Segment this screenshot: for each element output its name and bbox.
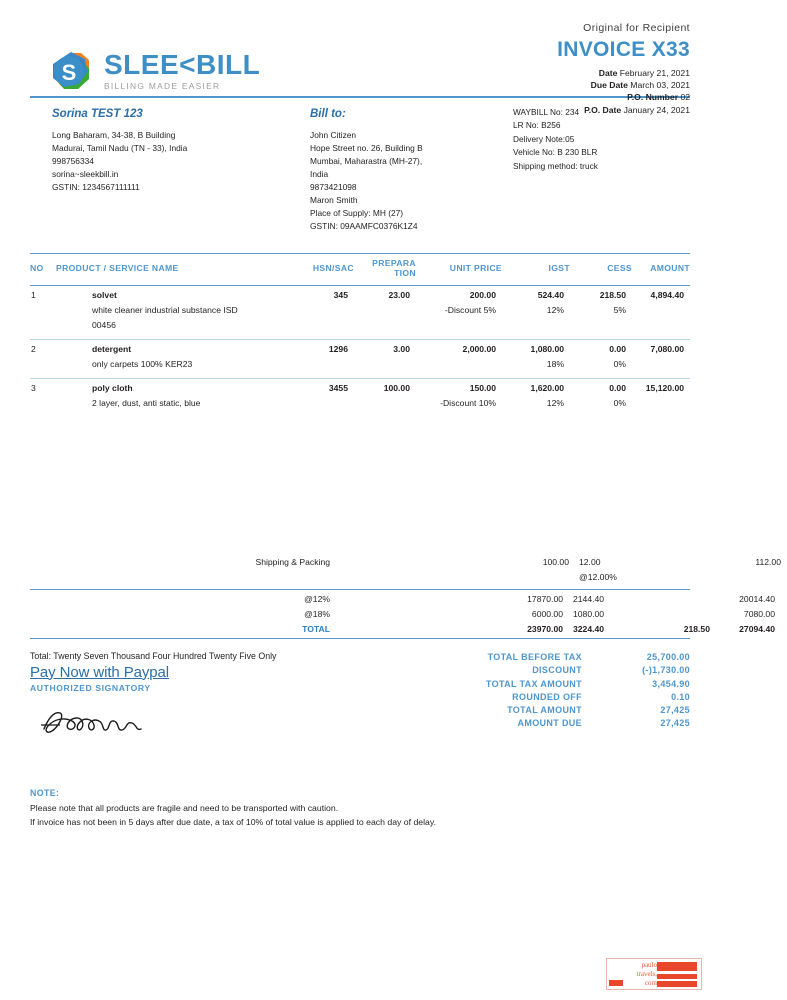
brand-tagline: BILLING MADE EASIER (104, 81, 221, 92)
row-spacer (632, 301, 690, 316)
note-line: Please note that all products are fragile and need to be transported with caution. (30, 802, 339, 813)
note-section (30, 788, 690, 829)
tax-cess (647, 605, 716, 620)
row-amount: 7,080.00 (650, 343, 684, 354)
buyer-gstin: GSTIN: 09AAMFC0376K1Z4 (310, 220, 418, 231)
seller-line: sorina~sleekbill.in (52, 168, 119, 179)
invoice-meta-list (370, 67, 690, 116)
invoice-title: INVOICE X33 (557, 38, 690, 61)
total-cess: 218.50 (683, 623, 710, 634)
row-spacer (653, 553, 722, 568)
row-spacer (292, 355, 354, 374)
tax-row-total: 20014.40 (739, 593, 775, 604)
tax-summary-row (30, 605, 781, 620)
row-spacer (482, 568, 575, 583)
summary-row-total-before-tax (425, 651, 690, 664)
pay-now-paypal-link[interactable]: Pay Now with Paypal (30, 663, 169, 681)
row-igst-rate: 12% (546, 397, 564, 408)
row-cess: 218.50 (599, 289, 626, 300)
meta-po-date: P.O. Date January 24, 2021 (584, 104, 690, 115)
seller-name: Sorina TEST 123 (52, 108, 143, 120)
items-blank-space (30, 413, 690, 553)
row-prep: 23.00 (388, 289, 410, 300)
shipping-info-block (495, 106, 690, 233)
summary-row-amount-due (425, 717, 690, 730)
row-spacer (30, 553, 58, 568)
row-igst: 524.40 (537, 289, 564, 300)
row-cess: 0.00 (609, 382, 626, 393)
buyer-line: Maron Smith (310, 194, 358, 205)
watermark-line-1: paulo (641, 961, 657, 969)
row-hsn: 1296 (328, 343, 348, 354)
summary-table (425, 651, 690, 730)
watermark-bar (657, 962, 697, 971)
row-cess: 0.00 (609, 343, 626, 354)
row-description: 2 layer, dust, anti static, blue (92, 397, 201, 408)
row-name: solvet (92, 289, 117, 300)
authorized-signatory-label: AUTHORIZED SIGNATORY (30, 682, 151, 693)
note-title: NOTE: (30, 787, 60, 798)
row-igst-rate: 18% (546, 358, 564, 369)
row-description: only carpets 100% KER23 (92, 358, 193, 369)
row-spacer (354, 316, 416, 335)
row-hsn: 345 (333, 289, 348, 300)
table-row (30, 285, 690, 301)
tax-summary-table (30, 590, 781, 638)
footer-right (425, 651, 690, 744)
row-description-2: 00456 (92, 319, 116, 330)
buyer-line: 9873421098 (310, 181, 357, 192)
summary-label: TOTAL AMOUNT (507, 705, 582, 716)
col-product: PRODUCT / SERVICE NAME (56, 262, 179, 273)
row-cess-rate: 0% (613, 358, 626, 369)
row-spacer (344, 568, 413, 583)
brand-logo (48, 48, 260, 94)
tax-amount: 1080.00 (573, 608, 605, 619)
tax-amount: 2144.40 (573, 593, 605, 604)
row-spacer (30, 394, 56, 413)
summary-value: 25,700.00 (646, 652, 690, 663)
table-row-detail2 (30, 316, 690, 335)
shipping-packing-table (30, 553, 787, 583)
shipping-packing-row (30, 553, 787, 568)
col-amount: AMOUNT (650, 262, 690, 273)
row-spacer (407, 590, 476, 605)
delivery-note: Delivery Note:05 (513, 133, 575, 144)
brand-wordmark (104, 51, 260, 90)
col-preparation: PREPARA TION (372, 257, 416, 278)
row-unit-price: 150.00 (469, 382, 496, 393)
meta-due-date: Due Date March 03, 2021 (590, 80, 690, 91)
row-amount: 15,120.00 (645, 382, 684, 393)
meta-po-number: P.O. Number 02 (627, 92, 690, 103)
shipping-packing-label: Shipping & Packing (255, 556, 330, 567)
table-row (30, 339, 690, 355)
row-unit-price: 200.00 (469, 289, 496, 300)
summary-label: DISCOUNT (532, 665, 582, 676)
seller-gstin: GSTIN: 1234567111111 (52, 181, 140, 192)
row-spacer (30, 605, 58, 620)
row-spacer (416, 316, 502, 335)
summary-value: 3,454.90 (652, 678, 690, 689)
table-row-detail (30, 355, 690, 374)
row-spacer (570, 316, 632, 335)
row-spacer (413, 553, 482, 568)
paulo-travels-watermark (606, 958, 702, 990)
tax-summary-total-row (30, 620, 781, 638)
footer-left (30, 651, 410, 744)
row-spacer (632, 394, 690, 413)
tax-taxable-value: 6000.00 (531, 608, 563, 619)
summary-row-total-amount (425, 703, 690, 716)
tax-row-total: 7080.00 (743, 608, 775, 619)
col-no: NO (30, 262, 44, 273)
original-for-recipient: Original for Recipient (583, 22, 690, 34)
summary-label: TOTAL BEFORE TAX (487, 652, 582, 663)
row-spacer (30, 355, 56, 374)
summary-label: AMOUNT DUE (517, 718, 582, 729)
table-header-row (30, 254, 690, 285)
row-igst: 1,620.00 (530, 382, 564, 393)
row-spacer (653, 568, 722, 583)
note-line: If invoice has not been in 5 days after due date, a tax of 10% of total value is applied to each day of delay. (30, 816, 437, 827)
row-name: detergent (92, 343, 132, 354)
row-amount: 4,894.40 (650, 289, 684, 300)
watermark-text (611, 961, 657, 988)
shipping-packing-amount: 100.00 (542, 556, 569, 567)
row-spacer (30, 301, 56, 316)
row-spacer (632, 355, 690, 374)
row-spacer (722, 568, 787, 583)
row-spacer (354, 355, 416, 374)
row-spacer (354, 394, 416, 413)
seller-line: 998756334 (52, 155, 94, 166)
signature-image (38, 705, 410, 744)
row-spacer (354, 301, 416, 316)
col-igst: IGST (548, 262, 570, 273)
summary-label: TOTAL TAX AMOUNT (485, 678, 582, 689)
shipping-method: Shipping method: truck (513, 160, 598, 171)
watermark-bar (657, 981, 697, 987)
sleekbill-hexagon-s-icon (48, 48, 94, 94)
summary-value: 27,425 (660, 718, 690, 729)
row-spacer (407, 620, 476, 638)
summary-row-total-tax (425, 677, 690, 690)
summary-label: ROUNDED OFF (512, 691, 582, 702)
summary-row-discount (425, 664, 690, 677)
row-spacer (30, 590, 58, 605)
row-spacer (413, 568, 482, 583)
table-row-detail (30, 394, 690, 413)
row-no: 2 (31, 343, 36, 354)
shipping-packing-total: 112.00 (755, 556, 781, 567)
lr-no: LR No: B256 (513, 120, 561, 131)
shipping-packing-tax-rate: @12.00% (579, 571, 617, 582)
row-spacer (338, 620, 407, 638)
invoice-meta-block (370, 22, 690, 116)
shipping-packing-rate-row (30, 568, 787, 583)
footer-section (30, 639, 690, 744)
bill-to-label: Bill to: (310, 108, 346, 120)
total-in-words: Total: Twenty Seven Thousand Four Hundred Twenty Five Only (30, 650, 277, 661)
line-items-table (30, 253, 690, 413)
row-cess-rate: 0% (613, 397, 626, 408)
tax-taxable-value: 17870.00 (527, 593, 563, 604)
summary-value: 27,425 (660, 705, 690, 716)
svg-text:S: S (61, 60, 77, 85)
table-row (30, 378, 690, 394)
row-igst-rate: 12% (546, 304, 564, 315)
row-description: white cleaner industrial substance ISD (92, 304, 238, 315)
row-prep: 3.00 (393, 343, 410, 354)
buyer-block (310, 106, 495, 233)
summary-value: (-)1,730.00 (642, 665, 690, 676)
total-label: TOTAL (302, 623, 330, 634)
buyer-line: India (310, 168, 329, 179)
row-spacer (338, 590, 407, 605)
row-prep: 100.00 (383, 382, 410, 393)
table-row-detail (30, 301, 690, 316)
seller-line: Madurai, Tamil Nadu (TN - 33), India (52, 142, 188, 153)
row-spacer (338, 605, 407, 620)
row-spacer (292, 316, 354, 335)
row-cess-rate: 5% (613, 304, 626, 315)
watermark-line-3: com (644, 978, 657, 987)
meta-date: Date February 21, 2021 (598, 68, 690, 78)
row-unit-price: 2,000.00 (462, 343, 496, 354)
shipping-packing-tax: 12.00 (579, 556, 601, 567)
row-discount: -Discount 5% (444, 304, 496, 315)
parties-section (30, 98, 690, 243)
tax-rate-label: @12% (304, 593, 330, 604)
watermark-bar (657, 974, 697, 979)
seller-line: Long Baharam, 34-38, B Building (52, 129, 176, 140)
row-name: poly cloth (92, 382, 133, 393)
row-spacer (632, 316, 690, 335)
seller-block (30, 106, 310, 233)
row-no: 3 (31, 382, 36, 393)
row-no: 1 (31, 289, 36, 300)
buyer-line: Hope Street no. 26, Building B (310, 142, 423, 153)
total-taxable: 23970.00 (527, 623, 563, 634)
tax-cess (647, 590, 716, 605)
buyer-line: John Citizen (310, 129, 357, 140)
col-unit-price: UNIT PRICE (449, 262, 502, 273)
brand-name: SLEE<BILL (104, 49, 261, 81)
row-spacer (502, 316, 570, 335)
row-igst: 1,080.00 (530, 343, 564, 354)
row-spacer (407, 605, 476, 620)
row-spacer (292, 301, 354, 316)
row-spacer (58, 568, 344, 583)
row-spacer (344, 553, 413, 568)
watermark-line-2: travels, (636, 969, 657, 978)
row-spacer (30, 568, 58, 583)
tax-summary-row (30, 590, 781, 605)
tax-rate-label: @18% (304, 608, 330, 619)
summary-row-rounded-off (425, 690, 690, 703)
row-hsn: 3455 (328, 382, 348, 393)
row-discount (416, 355, 502, 374)
row-spacer (30, 316, 56, 335)
total-tax: 3224.40 (573, 623, 605, 634)
row-discount: -Discount 10% (440, 397, 496, 408)
row-spacer (30, 620, 58, 638)
col-hsn-sac: HSN/SAC (312, 262, 354, 273)
total-grand: 27094.40 (739, 623, 775, 634)
summary-value: 0.10 (671, 691, 690, 702)
waybill-no: WAYBILL No: 234 (513, 107, 580, 117)
col-cess: CESS (607, 262, 632, 273)
buyer-line: Mumbai, Maharastra (MH-27), (310, 155, 423, 166)
buyer-place-of-supply: Place of Supply: MH (27) (310, 207, 404, 218)
row-spacer (292, 394, 354, 413)
vehicle-no: Vehicle No: B 230 BLR (513, 147, 598, 158)
